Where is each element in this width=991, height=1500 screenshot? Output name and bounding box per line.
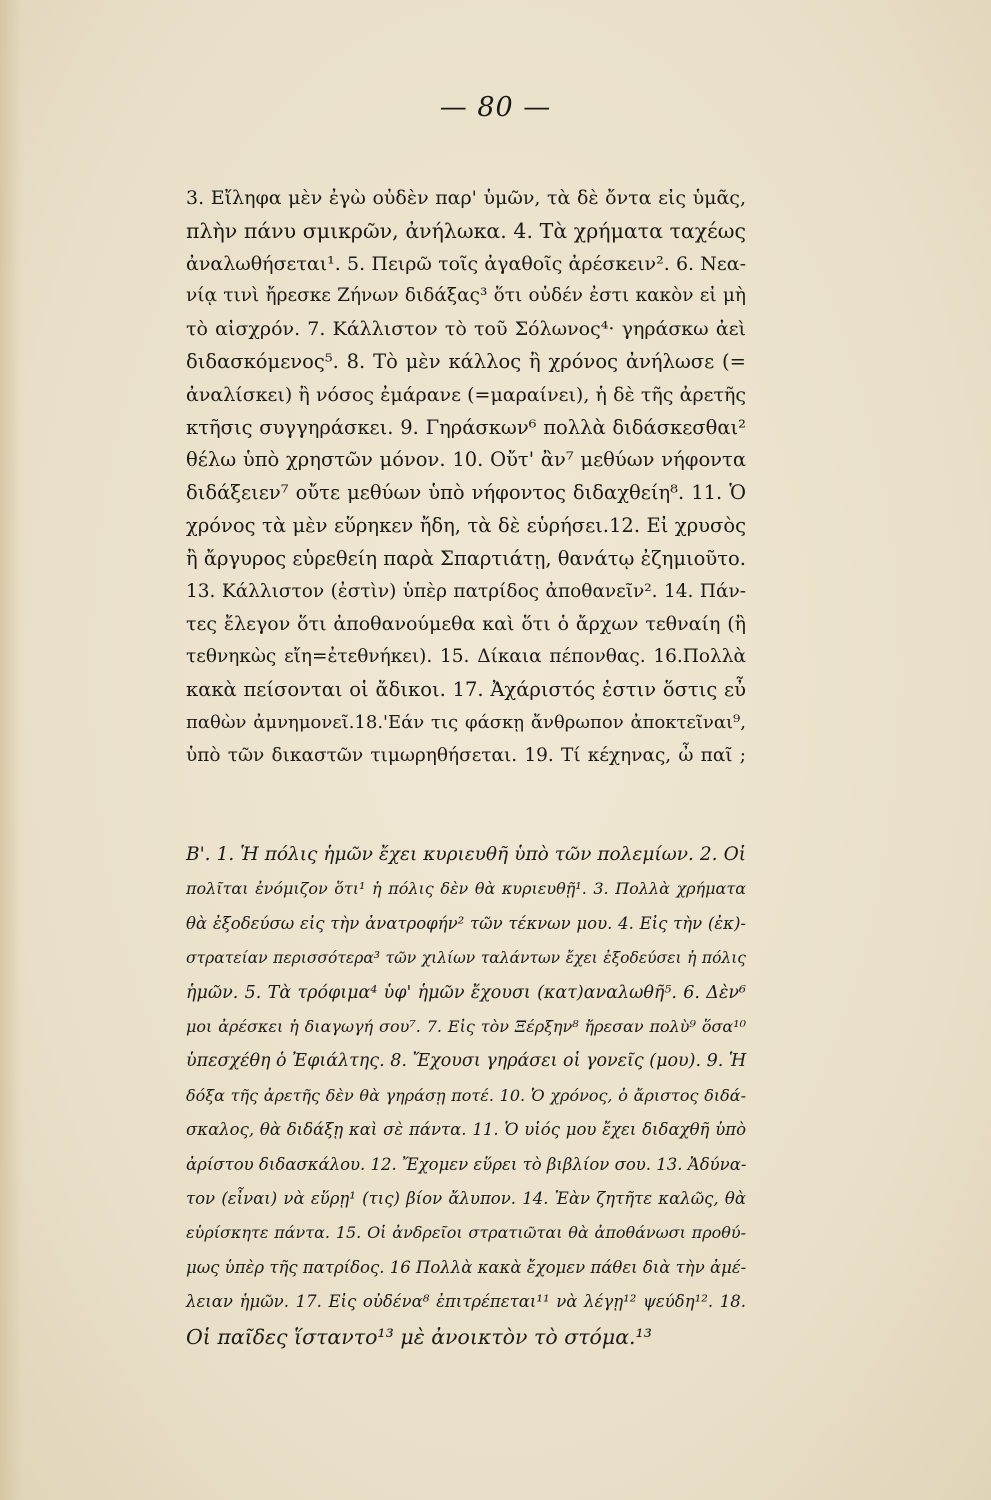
text-line: ἀναλίσκει) ἢ νόσος ἐμάρανε (=μαραίνει), ἡ δὲ τῆς ἀρετῆς [186, 383, 746, 406]
text-line: κτῆσις συγγηράσκει. 9. Γηράσκων⁶ πολλὰ διδάσκεσθαι² [186, 415, 746, 439]
text-line: στρατείαν περισσότερα³ τῶν χιλίων ταλάντων ἔχει ἐξοδεύσει ἡ πόλις [186, 949, 746, 968]
text-line: πλὴν πάνυ σμικρῶν, ἀνήλωκα. 4. Τὰ χρήματα ταχέως [186, 218, 746, 243]
exercise-section-a [186, 182, 746, 772]
page-edge-shadow [0, 0, 22, 1500]
text-line: χρόνος τὰ μὲν εὕρηκεν ἤδη, τὰ δὲ εὑρήσει.12. Εἰ χρυσὸς [186, 513, 746, 537]
text-line: ἀναλωθήσεται¹. 5. Πειρῶ τοῖς ἀγαθοῖς ἀρέσκειν². 6. Νεα- [186, 252, 746, 275]
text-line: ὑπὸ τῶν δικαστῶν τιμωρηθήσεται. 19. Τί κέχηνας, ὦ παῖ ; [186, 744, 746, 766]
text-line: τεθνηκὼς εἴη=ἐτεθνήκει). 15. Δίκαια πέπονθας. 16.Πολλὰ [186, 646, 746, 668]
text-line: σκαλος, θὰ διδάξῃ καὶ σὲ πάντα. 11. Ὁ υἱός μου ἔχει διδαχθῆ ὑπὸ [186, 1120, 746, 1140]
text-line: θὰ ἐξοδεύσω εἰς τὴν ἀνατροφήν² τῶν τέκνων μου. 4. Εἰς τὴν (ἐκ)- [186, 913, 746, 933]
text-line: ἀρίστου διδασκάλου. 12. Ἔχομεν εὕρει τὸ βιβλίον σου. 13. Ἀδύνα- [186, 1154, 747, 1174]
exercise-section-b [186, 838, 746, 1354]
text-line: διδάξειεν⁷ οὔτε μεθύων ὑπὸ νήφοντος διδαχθείη⁸. 11. Ὁ [186, 481, 746, 505]
text-line: ἢ ἄργυρος εὑρεθείη παρὰ Σπαρτιάτῃ, θανάτῳ ἐζημιοῦτο. [186, 546, 746, 570]
text-line: μως ὑπὲρ τῆς πατρίδος. 16 Πολλὰ κακὰ ἔχομεν πάθει διὰ τὴν ἀμέ- [186, 1257, 747, 1277]
text-line: νίᾳ τινὶ ἤρεσκε Ζήνων διδάξας³ ὅτι οὐδέν ἐστι κακὸν εἰ μὴ [186, 285, 746, 307]
text-line: ὑπεσχέθη ὁ Ἐφιάλτης. 8. Ἔχουσι γηράσει οἱ γονεῖς (μου). 9. Ἡ [186, 1051, 747, 1072]
text-line: πολῖται ἐνόμιζον ὅτι¹ ἡ πόλις δὲν θὰ κυριευθῇ¹. 3. Πολλὰ χρήματα [186, 879, 746, 899]
text-line: τες ἔλεγον ὅτι ἀποθανούμεθα καὶ ὅτι ὁ ἄρχων τεθναίη (ἢ [186, 613, 746, 636]
text-line: τον (εἶναι) νὰ εὕρῃ¹ (τις) βίον ἄλυπον. 14. Ἐὰν ζητῆτε καλῶς, θὰ [186, 1189, 746, 1209]
text-line: 13. Κάλλιστον (ἐστὶν) ὑπὲρ πατρίδος ἀποθανεῖν². 14. Πάν- [186, 580, 746, 602]
text-line: θέλω ὑπὸ χρηστῶν μόνον. 10. Οὔτ' ἂν⁷ μεθύων νήφοντα [186, 448, 746, 472]
text-line: εὑρίσκητε πάντα. 15. Οἱ ἀνδρεῖοι στρατιῶται θὰ ἀποθάνωσι προθύ- [186, 1223, 746, 1243]
text-line: μοι ἀρέσκει ἡ διαγωγή σου⁷. 7. Εἰς τὸν Ξέρξην⁸ ἤρεσαν πολὺ⁹ ὅσα¹⁰ [186, 1017, 746, 1037]
text-line: τὸ αἰσχρόν. 7. Κάλλιστον τὸ τοῦ Σόλωνος⁴· γηράσκω ἀεὶ [186, 318, 746, 341]
text-line: 3. Εἴληφα μὲν ἐγὼ οὐδὲν παρ' ὑμῶν, τὰ δὲ ὄντα εἰς ὑμᾶς, [186, 187, 746, 209]
text-line: Β'. 1. Ἡ πόλις ἡμῶν ἔχει κυριευθῆ ὑπὸ τῶν πολεμίων. 2. Οἱ [186, 844, 746, 865]
text-line: λειαν ἡμῶν. 17. Εἰς οὐδένα⁸ ἐπιτρέπεται¹¹ νὰ λέγῃ¹² ψεύδη¹². 18. [186, 1292, 746, 1312]
text-line: ἡμῶν. 5. Τὰ τρόφιμα⁴ ὑφ' ἡμῶν ἔχουσι (κατ)αναλωθῆ⁵. 6. Δὲν⁶ [186, 982, 746, 1003]
text-line: κακὰ πείσονται οἱ ἄδικοι. 17. Ἀχάριστός ἐστιν ὅστις εὖ [186, 677, 746, 701]
text-line: παθὼν ἀμνημονεῖ.18.'Εάν τις φάσκῃ ἄνθρωπον ἀποκτεῖναι⁹, [186, 711, 746, 733]
text-line: Οἱ παῖδες ἵσταντο¹³ μὲ ἀνοικτὸν τὸ στόμα.¹³ [186, 1324, 652, 1349]
page-number: — 80 — [439, 92, 552, 123]
text-line: διδασκόμενος⁵. 8. Τὸ μὲν κάλλος ἢ χρόνος ἀνήλωσε (= [186, 349, 746, 373]
text-line: δόξα τῆς ἀρετῆς δὲν θὰ γηράσῃ ποτέ. 10. Ὁ χρόνος, ὁ ἄριστος διδά- [186, 1085, 746, 1105]
